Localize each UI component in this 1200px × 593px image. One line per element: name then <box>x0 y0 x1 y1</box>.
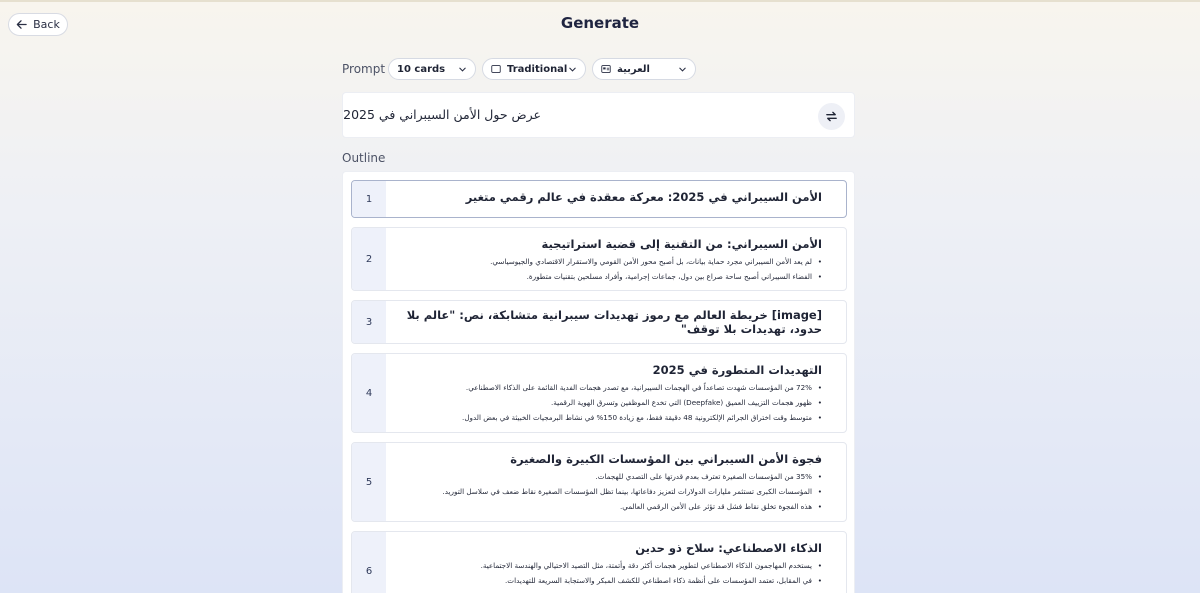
outline-card[interactable] <box>351 353 847 433</box>
page-title: Generate <box>560 14 640 32</box>
card-title[interactable]: الأمن السيبراني: من التقنية إلى قضية استراتيجية <box>541 237 822 251</box>
outline-card[interactable] <box>351 180 847 218</box>
bullet-list <box>394 380 822 425</box>
style-value: Traditional <box>507 63 568 75</box>
language-dropdown[interactable] <box>592 58 696 80</box>
bullet-item[interactable]: • المؤسسات الكبرى تستثمر مليارات الدولارات لتعزيز دفاعاتها، بينما تظل المؤسسات الصغيرة نقاط ضعف في سلاسل التوريد. <box>394 484 822 499</box>
card-number: 6 <box>352 532 386 593</box>
bullet-item[interactable]: • يستخدم المهاجمون الذكاء الاصطناعي لتطوير هجمات أكثر دقة وأتمتة، مثل التصيد الاحتيالي والهندسة الاجتماعية. <box>394 558 822 573</box>
card-count-value: 10 cards <box>397 63 446 75</box>
back-label: Back <box>33 18 60 31</box>
bullet-list <box>394 469 822 514</box>
card-number: 1 <box>352 181 386 217</box>
card-title[interactable]: فجوة الأمن السيبراني بين المؤسسات الكبيرة والصغيرة <box>510 452 822 466</box>
bullet-item[interactable]: • لم يعد الأمن السيبراني مجرد حماية بيانات، بل أصبح محور الأمن القومي والاستقرار الاقتصادي والجيوسياسي. <box>394 254 822 269</box>
card-title[interactable]: التهديدات المتطورة في 2025 <box>652 363 822 377</box>
bullet-item[interactable]: • هذه الفجوة تخلق نقاط فشل قد تؤثر على الأمن الرقمي العالمي. <box>394 499 822 514</box>
card-title[interactable]: الذكاء الاصطناعي: سلاح ذو حدين <box>635 541 822 555</box>
card-count-dropdown[interactable] <box>388 58 476 80</box>
chevron-down-icon <box>458 65 467 74</box>
card-title[interactable]: [image] خريطة العالم مع رموز تهديدات سيبرانية متشابكة، نص: "عالم بلا حدود، تهديدات بلا توقف" <box>406 308 822 336</box>
presentation-icon <box>491 65 501 73</box>
card-number: 3 <box>352 301 386 343</box>
bullet-item[interactable]: • 72% من المؤسسات شهدت تصاعداً في الهجمات السيبرانية، مع تصدر هجمات الفدية القائمة على الذكاء الاصطناعي. <box>394 380 822 395</box>
outline-card[interactable] <box>351 531 847 593</box>
chevron-down-icon <box>568 65 577 74</box>
outline-panel <box>342 171 855 593</box>
card-number: 2 <box>352 228 386 290</box>
outline-card[interactable] <box>351 227 847 291</box>
bullet-list <box>394 558 822 588</box>
bullet-item[interactable]: • ظهور هجمات التزييف العميق (Deepfake) التي تخدع الموظفين وتسرق الهوية الرقمية. <box>394 395 822 410</box>
card-number: 5 <box>352 443 386 521</box>
style-dropdown[interactable] <box>482 58 586 80</box>
bullet-item[interactable]: • في المقابل، تعتمد المؤسسات على أنظمة ذكاء اصطناعي للكشف المبكر والاستجابة السريعة للتهديدات. <box>394 573 822 588</box>
prompt-input[interactable] <box>342 92 855 138</box>
bullet-item[interactable]: • الفضاء السيبراني أصبح ساحة صراع بين دول، جماعات إجرامية، وأفراد مسلحين بتقنيات متطورة. <box>394 269 822 284</box>
language-value: العربية <box>617 63 650 75</box>
bullet-list <box>394 254 822 284</box>
refresh-icon <box>825 110 838 123</box>
language-icon <box>601 65 611 73</box>
outline-card[interactable] <box>351 300 847 344</box>
prompt-label: Prompt <box>342 62 386 76</box>
card-title[interactable]: الأمن السيبراني في 2025: معركة معقدة في عالم رقمي متغير <box>465 190 822 204</box>
top-border <box>0 0 1200 2</box>
prompt-text: عرض حول الأمن السيبراني في 2025 <box>343 107 541 122</box>
prompt-options-row <box>342 58 702 80</box>
outline-label: Outline <box>342 151 386 165</box>
chevron-down-icon <box>678 65 687 74</box>
outline-card[interactable] <box>351 442 847 522</box>
bullet-item[interactable]: • متوسط وقت اختراق الجرائم الإلكترونية 48 دقيقة فقط، مع زيادة 150% في نشاط البرمجيات الخبيثة في بعض الدول. <box>394 410 822 425</box>
regenerate-button[interactable] <box>818 103 845 130</box>
card-number: 4 <box>352 354 386 432</box>
bullet-item[interactable]: • 35% من المؤسسات الصغيرة تعترف بعدم قدرتها على التصدي للهجمات. <box>394 469 822 484</box>
